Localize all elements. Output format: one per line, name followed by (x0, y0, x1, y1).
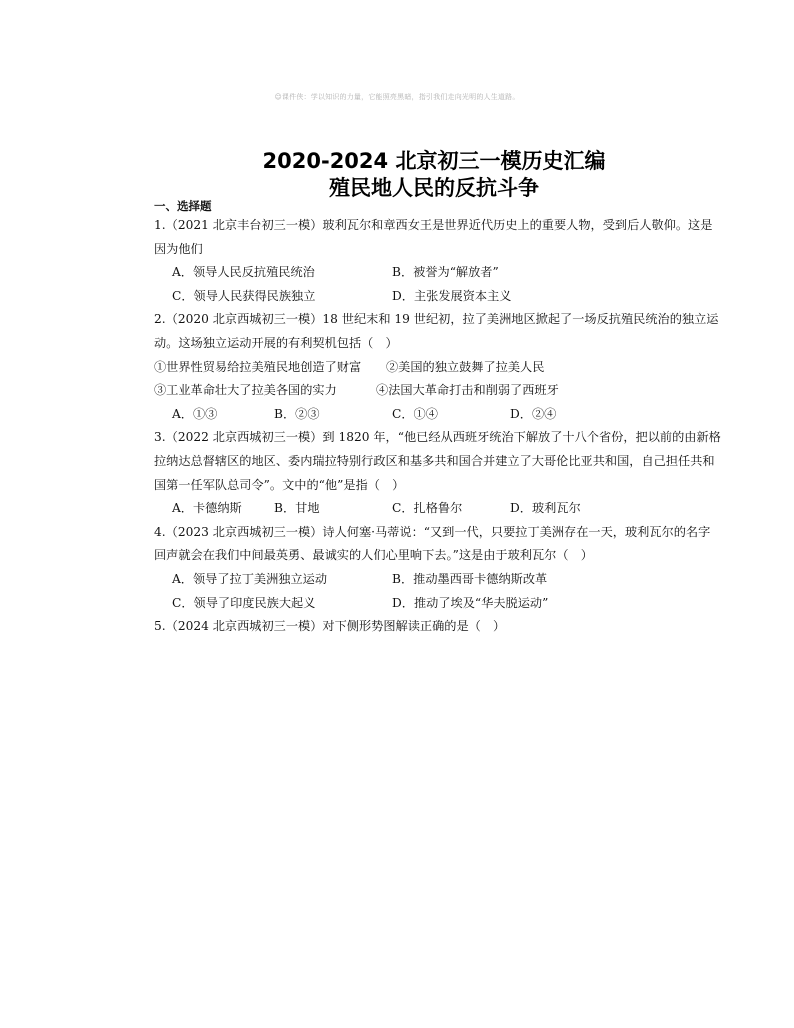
question-3 (154, 426, 722, 520)
question-stem: 2.（2020 北京西城初三一模）18 世纪末和 19 世纪初，拉了美洲地区掀起了一场反抗殖民统治的独立运动。这场独立运动开展的有利契机包括（ ） (154, 312, 719, 350)
question-5 (154, 615, 722, 639)
option-c: C．扎格鲁尔 (392, 501, 463, 516)
option-b: B．②③ (274, 406, 320, 421)
option-b: B．甘地 (274, 501, 320, 516)
question-stem: 5.（2024 北京西城初三一模）对下侧形势图解读正确的是（ ） (154, 619, 506, 634)
question-list (154, 198, 722, 639)
option-a: A．领导人民反抗殖民统治 (172, 265, 315, 280)
question-2 (154, 308, 722, 426)
question-stem: 3.（2022 北京西城初三一模）到 1820 年，“他已经从西班牙统治下解放了十八个省份，把以前的由新格拉纳达总督辖区的地区、委内瑞拉特别行政区和基多共和国合并建立了大哥伦比亚共和国，自己担任共和国第一任军队总司令”。文中的“他”是指（ ） (154, 430, 721, 492)
option-c: C．领导了印度民族大起义 (172, 595, 316, 610)
option-d: D．推动了埃及“华夫脱运动” (392, 595, 549, 610)
question-4 (154, 521, 722, 615)
option-c: C．①④ (392, 406, 438, 421)
statement-3: ③工业革命壮大了拉美各国的实力 (154, 383, 337, 398)
statement-4: ④法国大革命打击和削弱了西班牙 (376, 383, 559, 398)
option-d: D．主张发展资本主义 (392, 288, 512, 303)
option-a: A．领导了拉丁美洲独立运动 (172, 571, 328, 586)
watermark: ☺课件侠：学以知识的力量，它能照亮黑暗，指引我们走向光明的人生道路。 (274, 93, 520, 101)
statement-1: ①世界性贸易给拉美殖民地创造了财富 (154, 359, 362, 374)
question-stem: 4.（2023 北京西城初三一模）诗人何塞·马蒂说：“又到一代，只要拉丁美洲存在一天，玻利瓦尔的名字回声就会在我们中间最英勇、最诚实的人们心里响下去。”这是由于玻利瓦尔（ ） (154, 524, 711, 563)
option-d: D．玻利瓦尔 (510, 501, 581, 516)
question-1 (154, 214, 722, 308)
section-heading: 一、选择题 (154, 199, 212, 213)
statement-2: ②美国的独立鼓舞了拉美人民 (386, 359, 545, 374)
option-b: B．推动墨西哥卡德纳斯改革 (392, 571, 548, 586)
option-a: A．卡德纳斯 (172, 501, 242, 516)
option-c: C．领导人民获得民族独立 (172, 288, 316, 303)
document-title: 2020-2024 北京初三一模历史汇编 (262, 149, 606, 173)
option-b: B．被誉为“解放者” (392, 265, 499, 280)
option-d: D．②④ (510, 406, 557, 421)
document-subtitle: 殖民地人民的反抗斗争 (329, 176, 539, 200)
question-stem: 1.（2021 北京丰台初三一模）玻利瓦尔和章西女王是世界近代历史上的重要人物，受到后人敬仰。这是因为他们 (154, 218, 713, 256)
option-a: A．①③ (172, 406, 218, 421)
